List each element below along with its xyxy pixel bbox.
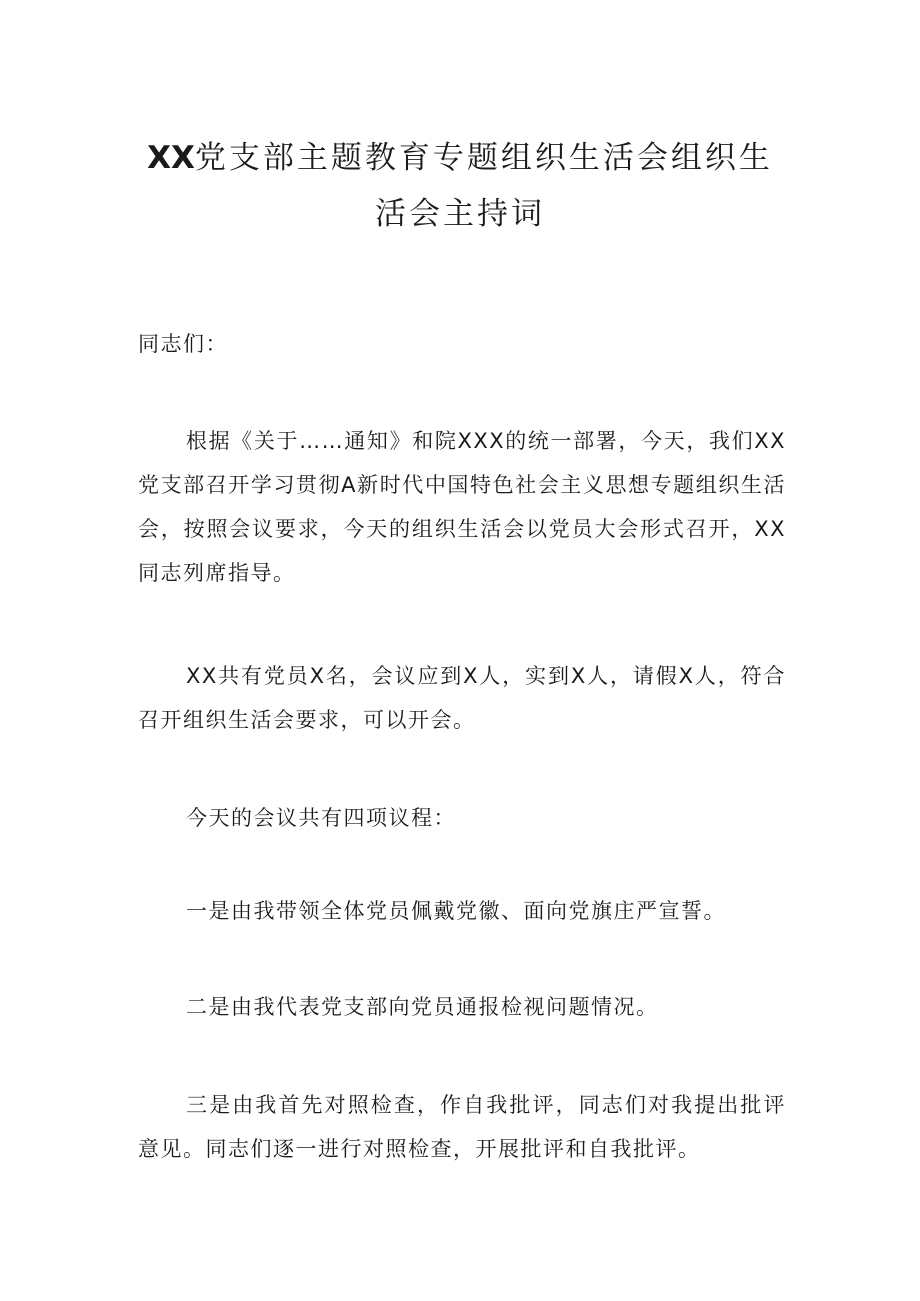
paragraph-2: XX共有党员X名，会议应到X人，实到X人，请假X人，符合召开组织生活会要求，可以开会。 (138, 664, 786, 732)
paragraph-1: 根据《关于……通知》和院XXX的统一部署，今天，我们XX党支部召开学习贯彻A新时代中国特色社会主义思想专题组织生活会，按照会议要求，今天的组织生活会以党员大会形式召开，XX同志列席指导。 (138, 429, 786, 585)
title-lead: XX (147, 140, 195, 176)
paragraph-3: 今天的会议共有四项议程： (186, 806, 456, 830)
title-rest: 党支部主题教育专题组织生活会组织生 (194, 140, 773, 176)
salutation: 同志们： (138, 332, 228, 356)
paragraph-5: 二是由我代表党支部向党员通报检视问题情况。 (186, 995, 659, 1019)
paragraph-4: 一是由我带领全体党员佩戴党徽、面向党旗庄严宣誓。 (186, 899, 726, 923)
paragraph-6: 三是由我首先对照检查，作自我批评，同志们对我提出批评意见。同志们逐一进行对照检查，开展批评和自我批评。 (138, 1093, 786, 1161)
document-title-line-2: 活会主持词 (375, 196, 545, 232)
document-title-line-1 (120, 128, 800, 188)
